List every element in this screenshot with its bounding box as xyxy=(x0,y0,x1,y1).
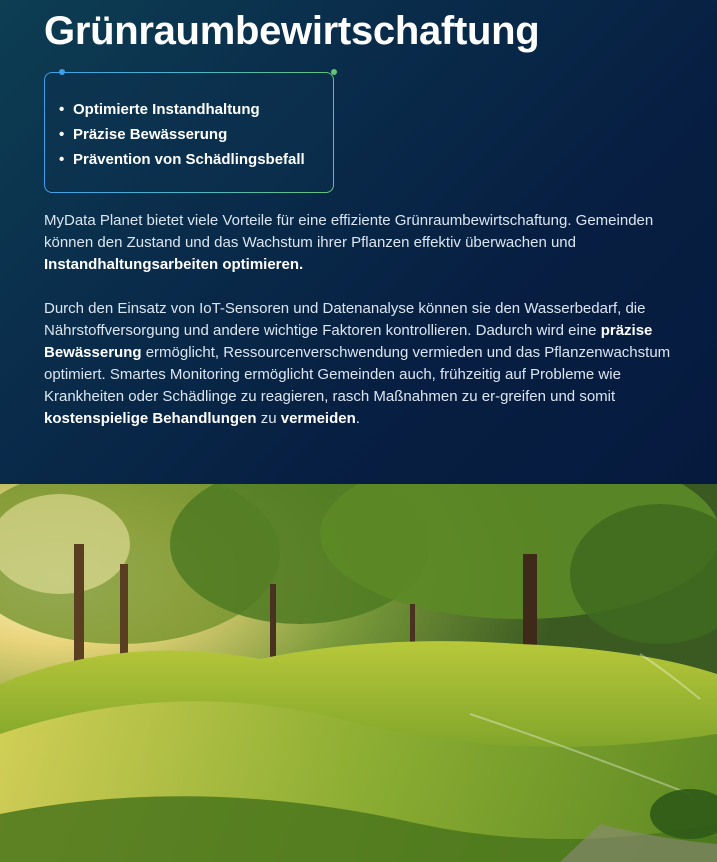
paragraph-details: Durch den Einsatz von IoT-Sensoren und Datenanalyse können sie den Wasserbedarf, die Nährstoffversorgung und andere wichtige Faktoren kontrollieren. Dadurch wird eine präzise Bewässerung ermöglicht, Ressourcenverschwendung vermieden und das Pflanzenwachstum optimiert. Smartes Monitoring ermöglicht Gemeinden auch, frühzeitig auf Probleme wie Krankheiten oder Schädlinge zu reagieren, rasch Maßnahmen zu er-greifen und somit kostenspielige Behandlungen zu vermeiden. xyxy=(44,300,671,427)
feature-list xyxy=(59,97,305,172)
feature-item: • Prävention von Schädlingsbefall xyxy=(59,151,305,168)
paragraph-intro: MyData Planet bietet viele Vorteile für eine effiziente Grünraumbewirtschaftung. Gemeinden können den Zustand und das Wachstum ihrer Pflanzen effektiv überwachen und Instandhaltungsarbeiten optimieren. xyxy=(44,212,654,273)
feature-item: • Präzise Bewässerung xyxy=(59,126,228,143)
page-title: Grünraumbewirtschaftung xyxy=(44,9,540,53)
feature-box xyxy=(44,72,334,193)
body-text xyxy=(44,210,684,452)
park-sprinkler-photo xyxy=(0,484,717,862)
feature-item: • Optimierte Instandhaltung xyxy=(59,101,260,118)
accent-dot-right xyxy=(331,69,337,75)
accent-dot-left xyxy=(59,69,65,75)
